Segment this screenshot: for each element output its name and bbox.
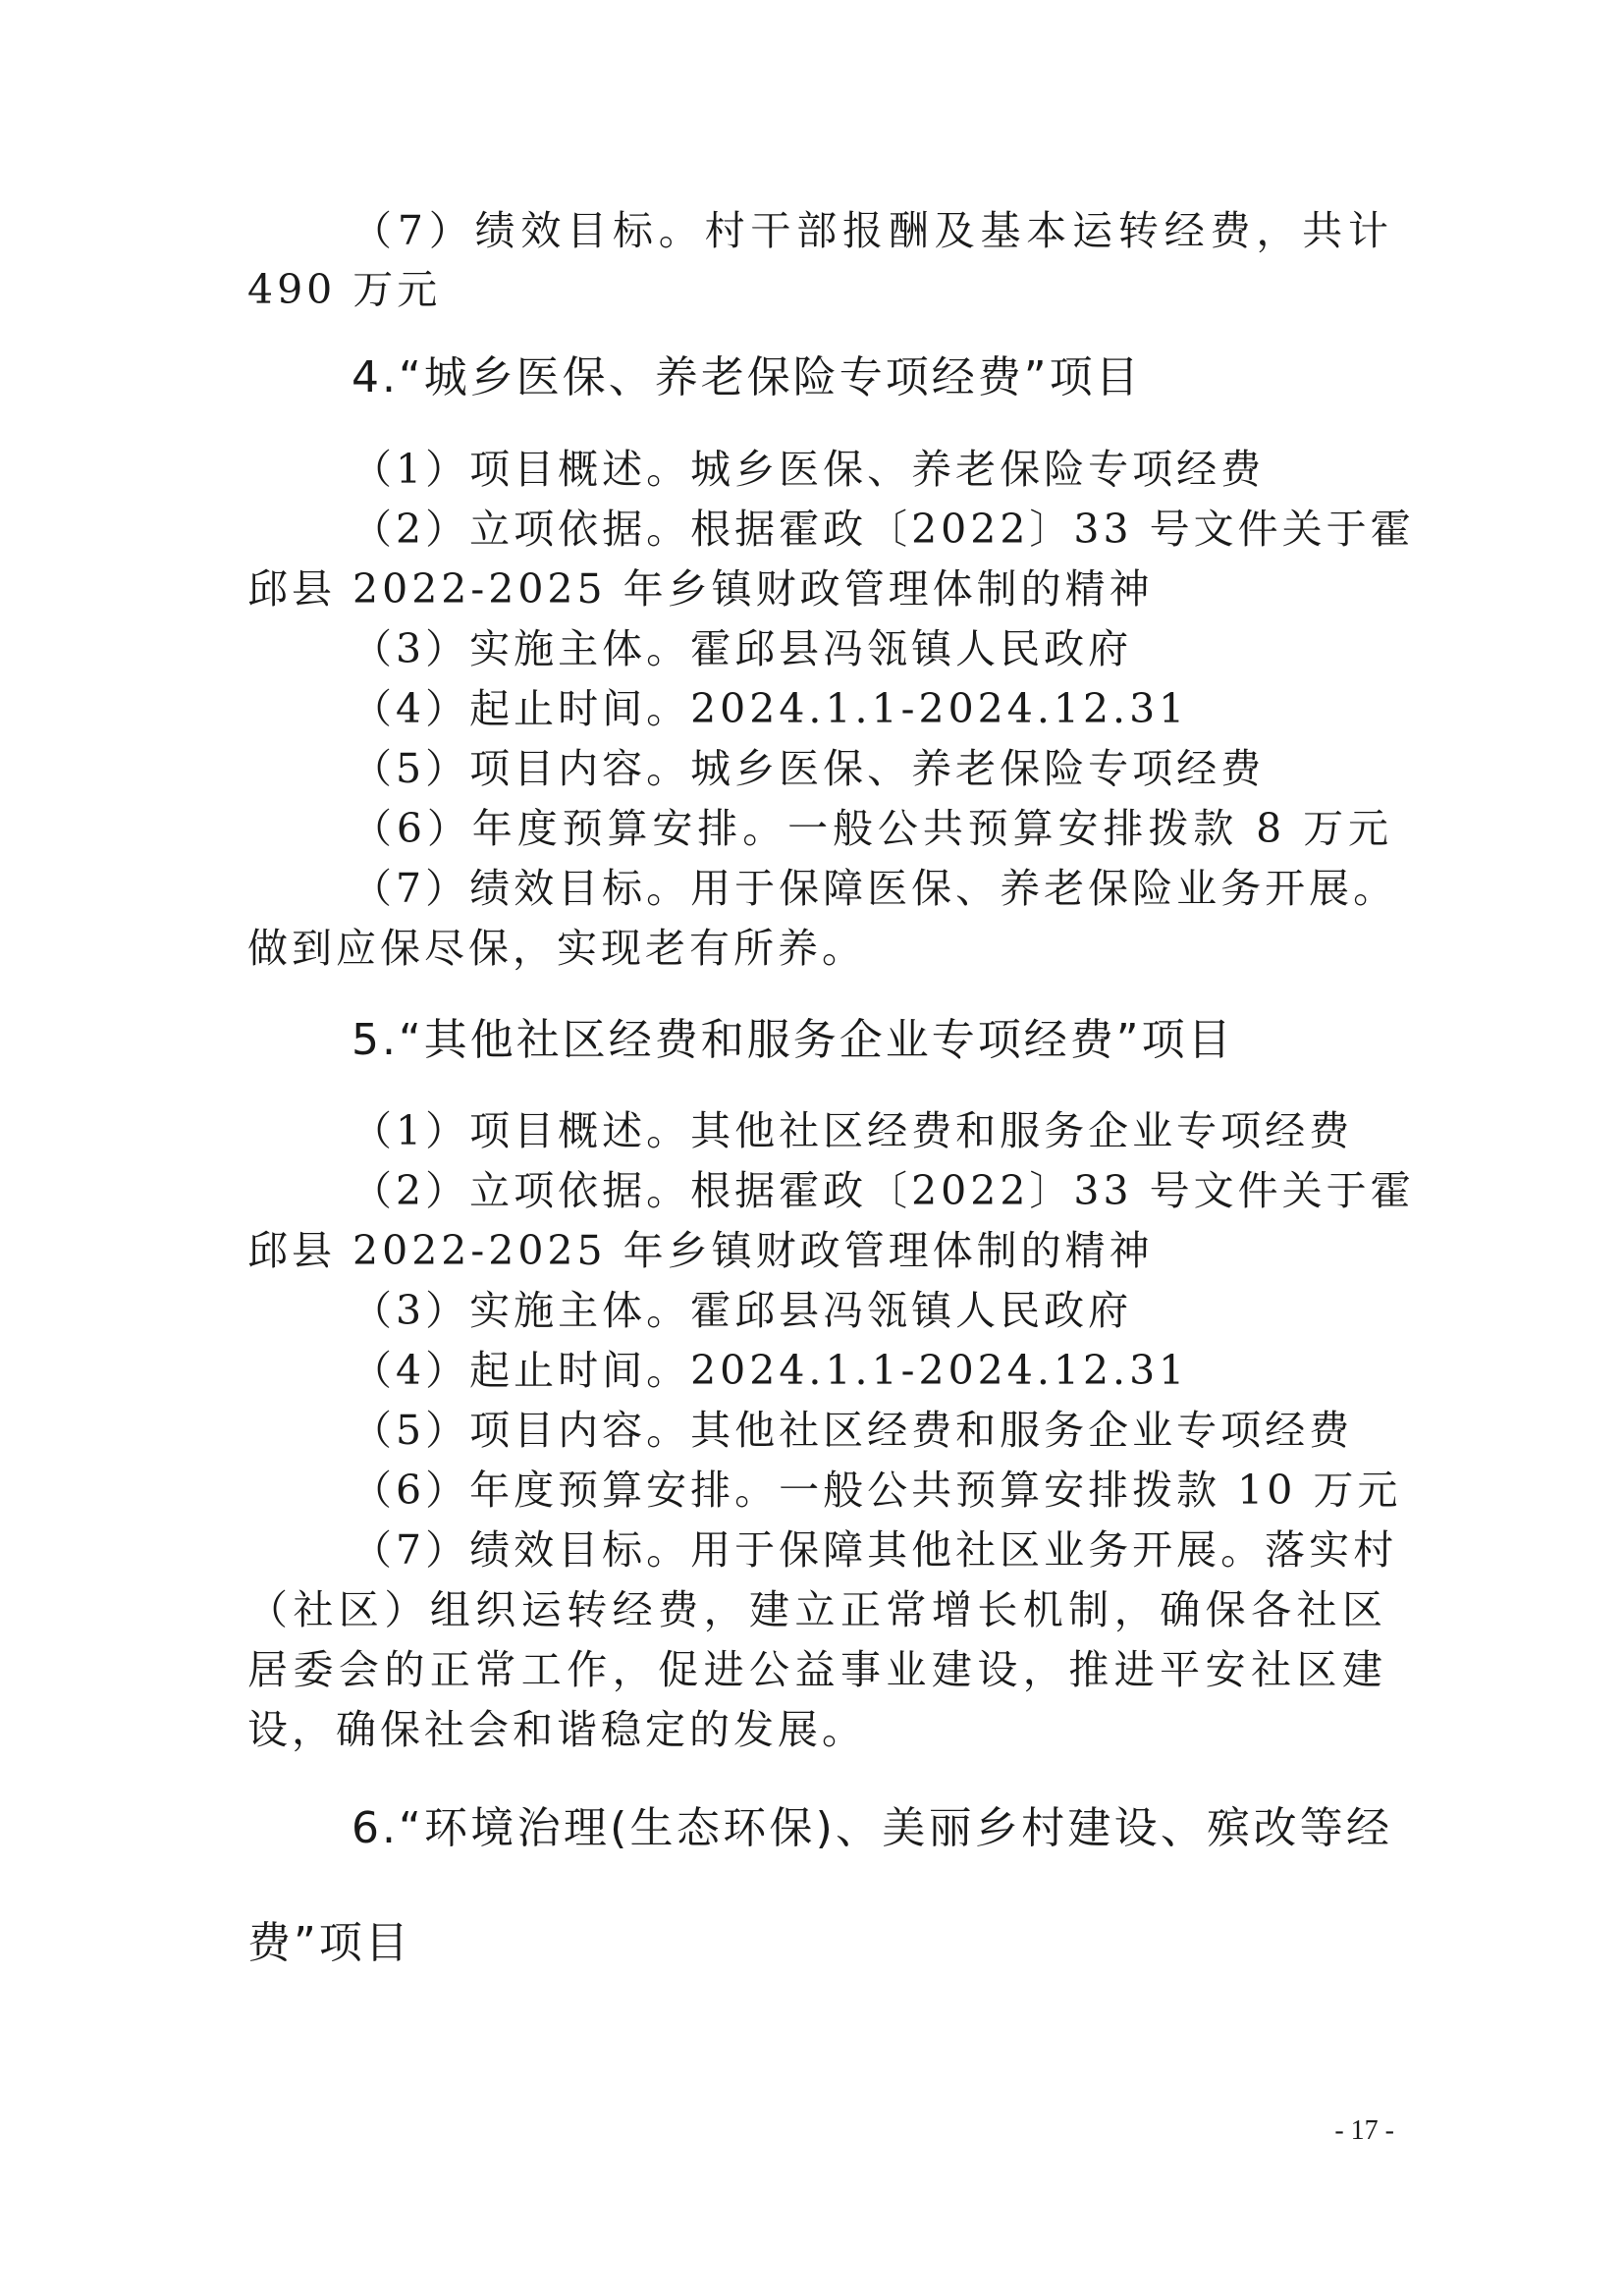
paragraph-line: （3）实施主体。霍邱县冯瓴镇人民政府 <box>352 625 1133 672</box>
paragraph-line: 居委会的正常工作，促进公益事业建设，推进平安社区建 <box>247 1646 1386 1693</box>
paragraph-line: （社区）组织运转经费，建立正常增长机制，确保各社区 <box>247 1586 1386 1633</box>
paragraph-line: 邱县 2022-2025 年乡镇财政管理体制的精神 <box>247 565 1154 613</box>
paragraph-line: 做到应保尽保，实现老有所养。 <box>247 925 866 972</box>
section-heading-5: 5.“其他社区经费和服务企业专项经费”项目 <box>352 1015 1234 1065</box>
paragraph-line: （1）项目概述。其他社区经费和服务企业专项经费 <box>352 1107 1354 1154</box>
paragraph-line: 设，确保社会和谐稳定的发展。 <box>247 1706 866 1753</box>
paragraph-line: （5）项目内容。城乡医保、养老保险专项经费 <box>352 745 1266 792</box>
paragraph-line: （6）年度预算安排。一般公共预算安排拨款 8 万元 <box>352 805 1392 852</box>
paragraph-line: （4）起止时间。2024.1.1-2024.12.31 <box>352 685 1189 732</box>
section-heading-6-continued: 费”项目 <box>247 1918 411 1968</box>
paragraph-line: 邱县 2022-2025 年乡镇财政管理体制的精神 <box>247 1227 1154 1274</box>
page-number: - 17 - <box>1334 2115 1394 2146</box>
paragraph-line: （4）起止时间。2024.1.1-2024.12.31 <box>352 1347 1189 1394</box>
paragraph-line: （2）立项依据。根据霍政〔2022〕33 号文件关于霍 <box>352 1167 1415 1214</box>
paragraph-line: （3）实施主体。霍邱县冯瓴镇人民政府 <box>352 1287 1133 1334</box>
paragraph-line: （7）绩效目标。用于保障医保、养老保险业务开展。 <box>352 865 1398 912</box>
paragraph-line: （5）项目内容。其他社区经费和服务企业专项经费 <box>352 1407 1354 1454</box>
paragraph-line: （2）立项依据。根据霍政〔2022〕33 号文件关于霍 <box>352 506 1415 553</box>
paragraph-line: （1）项目概述。城乡医保、养老保险专项经费 <box>352 446 1266 493</box>
paragraph-line: （7）绩效目标。村干部报酬及基本运转经费，共计 <box>352 207 1392 254</box>
section-heading-4: 4.“城乡医保、养老保险专项经费”项目 <box>352 352 1142 402</box>
paragraph-line: （7）绩效目标。用于保障其他社区业务开展。落实村 <box>352 1526 1398 1574</box>
section-heading-6: 6.“环境治理(生态环保)、美丽乡村建设、殡改等经 <box>352 1803 1392 1853</box>
paragraph-line: 490 万元 <box>247 266 442 313</box>
paragraph-line: （6）年度预算安排。一般公共预算安排拨款 10 万元 <box>352 1467 1402 1514</box>
